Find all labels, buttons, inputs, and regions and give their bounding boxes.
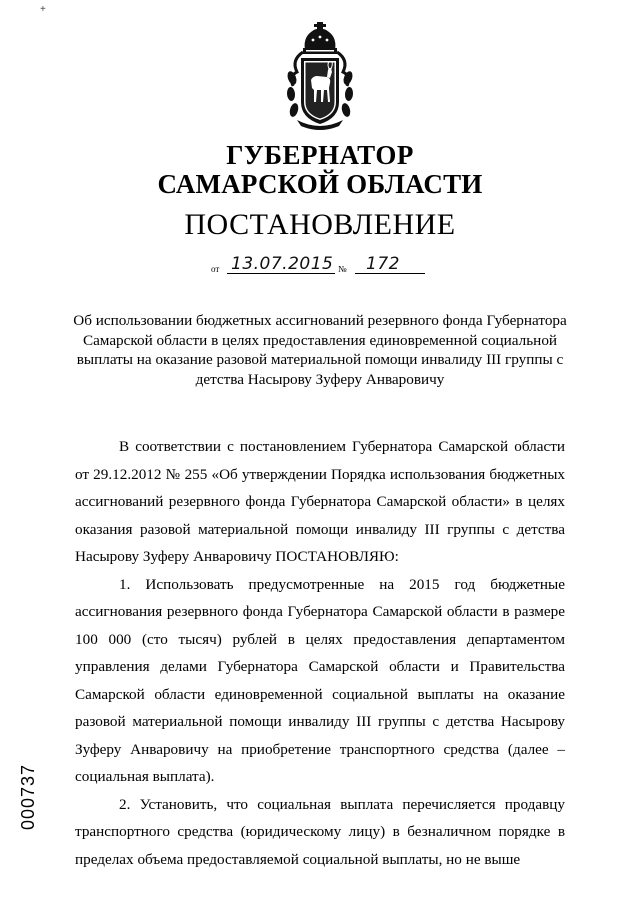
governor-heading: ГУБЕРНАТОР (226, 140, 414, 170)
coat-of-arms-emblem (283, 20, 357, 132)
handwritten-number: 172 (366, 254, 400, 274)
body-paragraph: 2. Установить, что социальная выплата перечисляется продавцу транспортного средства (юридическому лицу) в безналичном порядке в пределах объема предоставляемой социальной выплаты, но не выше (75, 795, 565, 868)
date-prefix: от (211, 264, 220, 274)
document-type-title: ПОСТАНОВЛЕНИЕ (184, 208, 456, 241)
side-serial-number: 000737 (18, 763, 38, 830)
corner-mark: + (40, 4, 46, 15)
handwritten-date: 13.07.2015 (231, 254, 334, 274)
body-paragraph: В соответствии с постановлением Губернатора Самарской области от 29.12.2012 № 255 «Об утверждении Порядка использования бюджетных ассигнований резервного фонда Губернатора Самарской области» в целях оказания разовой материальной помощи инвалиду III группы с детства Насырову Зуферу Анваровичу ПОСТАНОВЛЯЮ: (75, 438, 565, 565)
number-prefix: № (338, 264, 347, 274)
body-paragraph: 1. Использовать предусмотренные на 2015 год бюджетные ассигнования резервного фонда Губернатора Самарской области в размере 100 000 (сто тысяч) рублей в целях предоставления департаментом управления делами Губернатора Самарской области и Правительства Самарской области единовременной социальной выплаты на оказание разовой материальной помощи инвалиду III группы с детства Насырову Зуферу Анваровичу на приобретение транспортного средства (далее – социальная выплата). (75, 575, 565, 785)
document-body (75, 433, 565, 873)
region-heading: САМАРСКОЙ ОБЛАСТИ (157, 169, 483, 199)
date-number-line (211, 254, 431, 276)
document-subject: Об использовании бюджетных ассигнований резервного фонда Губернатора Самарской области в целях предоставления единовременной социальной выплаты на оказание разовой материальной помощи инвалиду III группы с детства Насырову Зуферу Анваровичу (73, 312, 567, 388)
